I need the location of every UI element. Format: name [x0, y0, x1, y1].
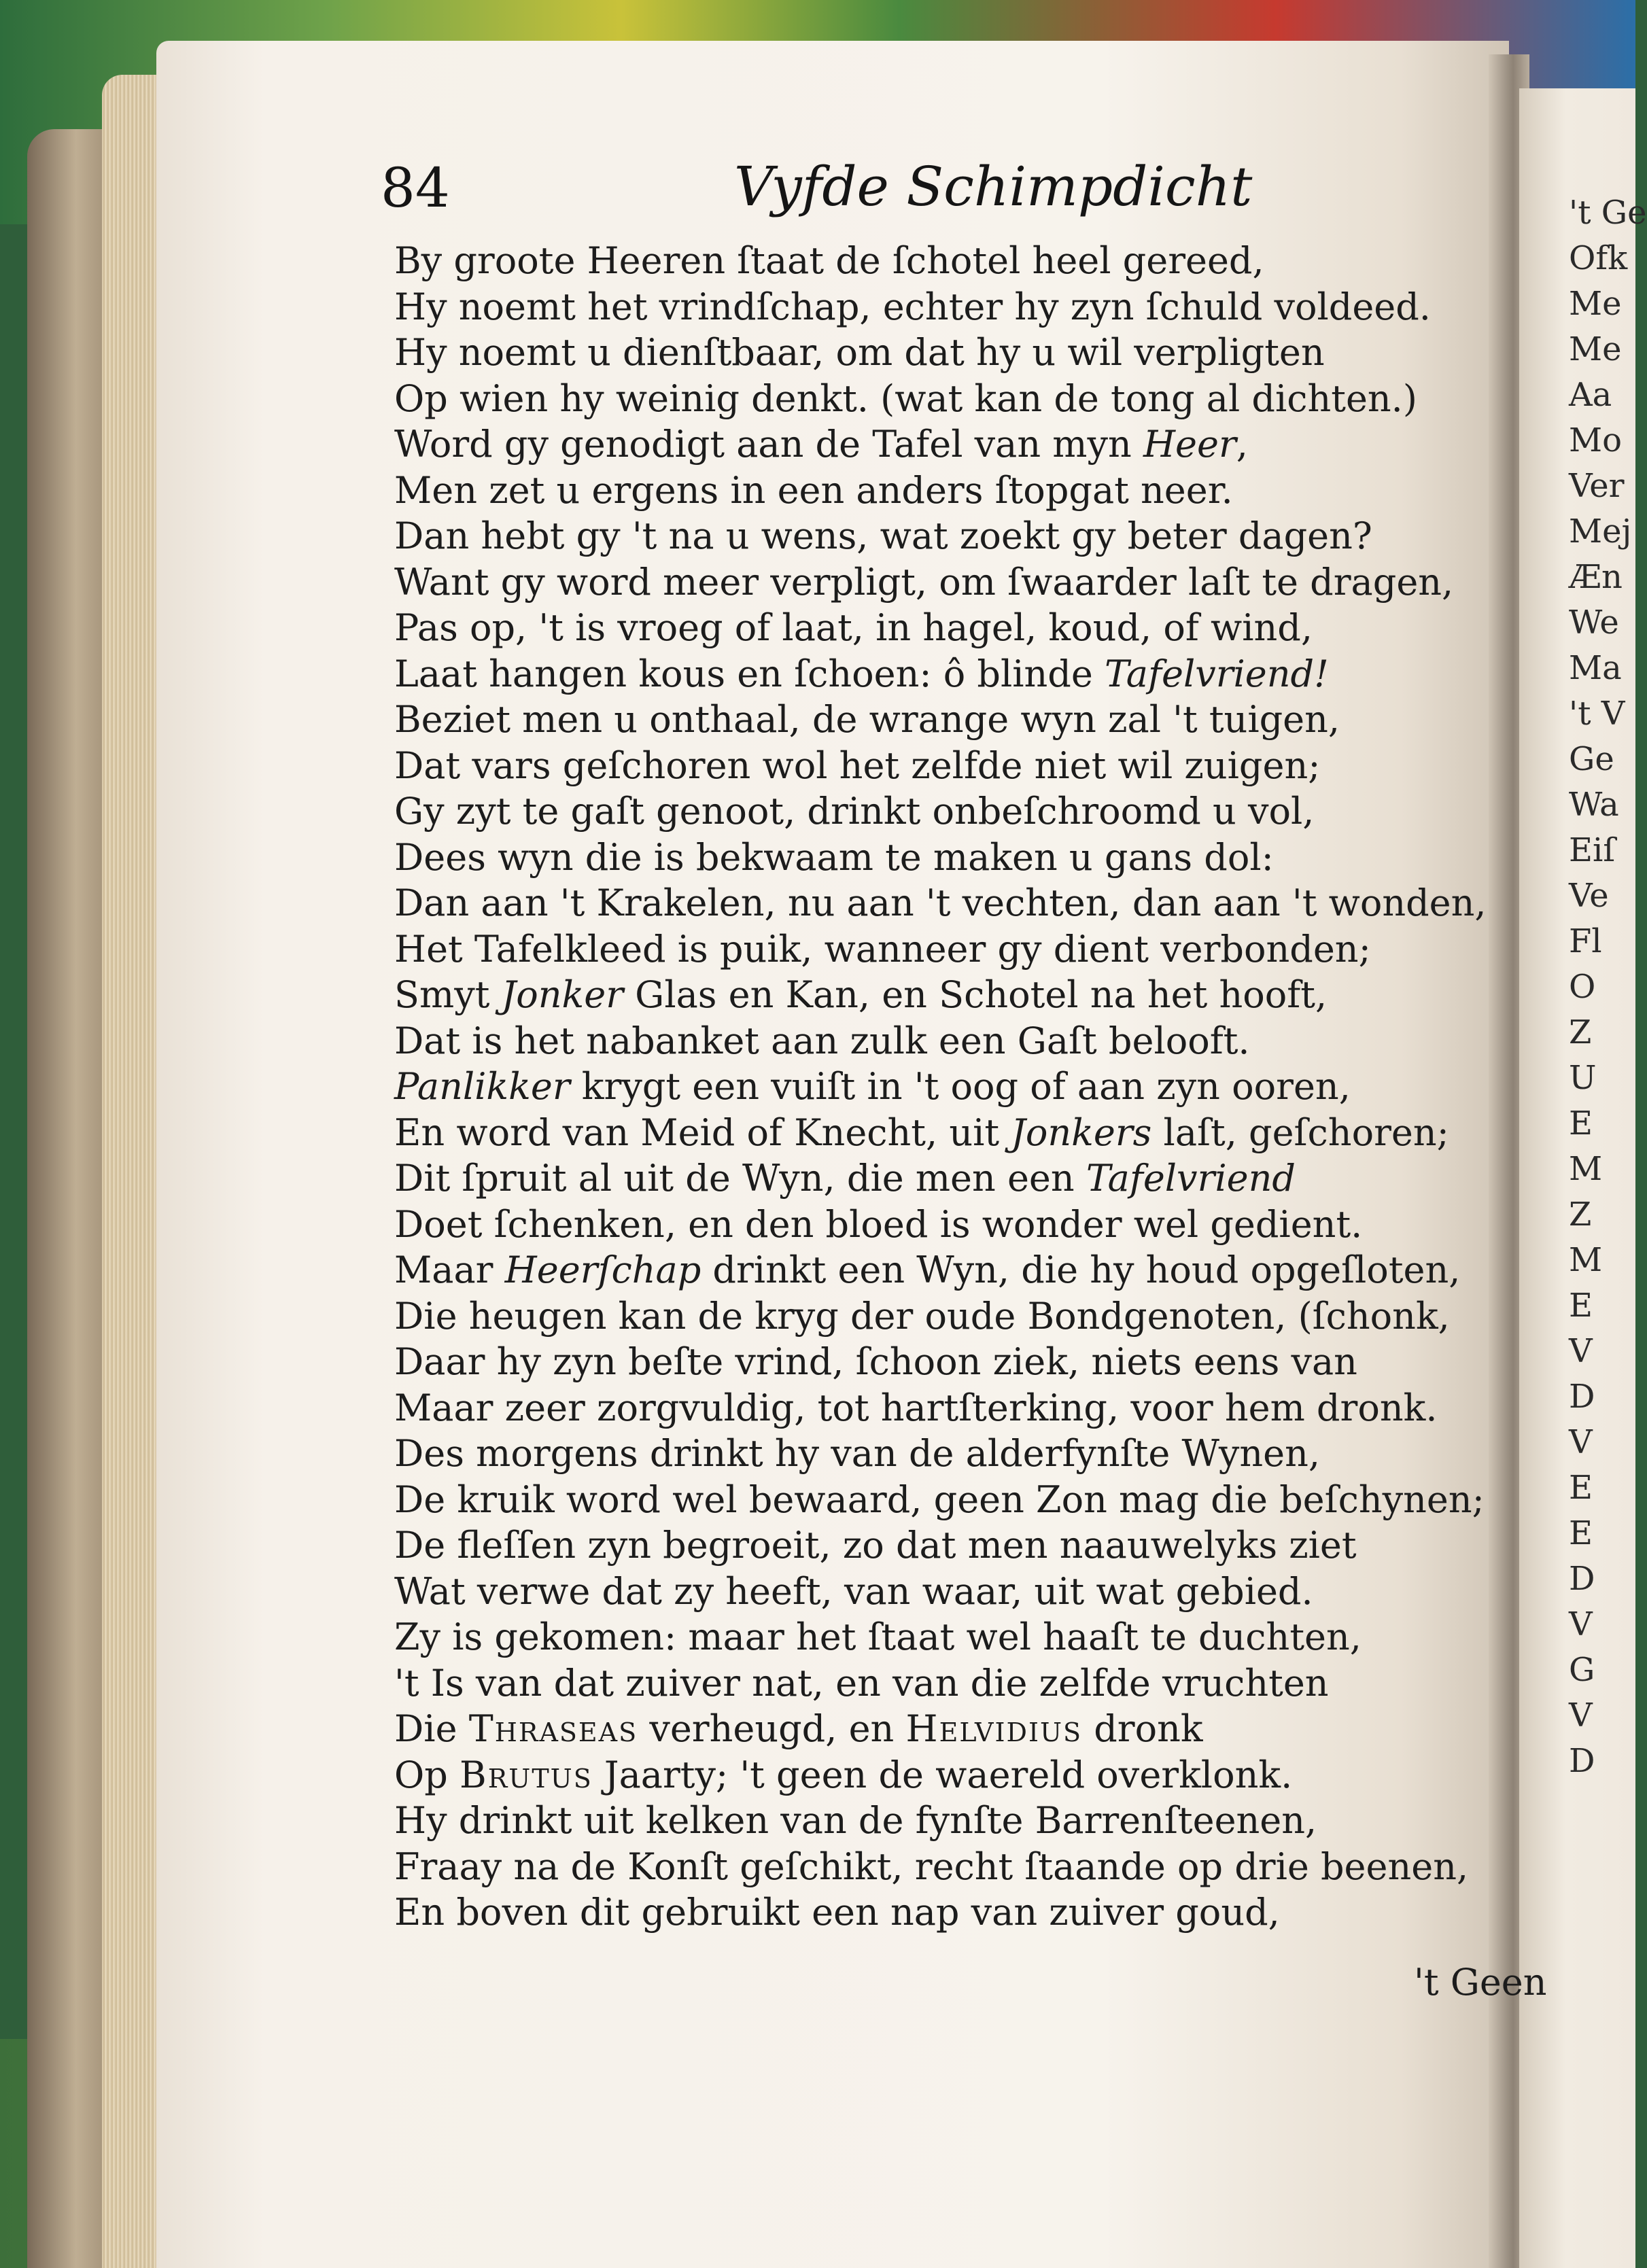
poem-line: [394, 1155, 1495, 1202]
facing-line-fragment: Z: [1569, 1013, 1592, 1051]
poem-line: Hy noemt u dienſtbaar, om dat hy u wil verpligten: [394, 331, 1325, 374]
facing-line-fragment: Eiſ: [1569, 831, 1616, 869]
poem-line: En boven dit gebruikt een nap van zuiver goud,: [394, 1891, 1280, 1934]
poem-line: Pas op, 't is vroeg of laat, in hagel, koud, of wind,: [394, 606, 1313, 649]
poem-line: Dees wyn die is bekwaam te maken u gans dol:: [394, 835, 1274, 879]
poem-line: [394, 421, 1495, 468]
poem-line: Daar hy zyn beſte vrind, ſchoon ziek, niets eens van: [394, 1340, 1357, 1383]
poem-line: [394, 972, 1495, 1018]
poem-line: Op wien hy weinig denkt. (wat kan de tong al dichten.): [394, 377, 1417, 420]
facing-line-fragment: Me: [1569, 285, 1622, 323]
poem-line: Doet ſchenken, en den bloed is wonder wel gedient.: [394, 1202, 1363, 1246]
poem-line: By groote Heeren ſtaat de ſchotel heel gereed,: [394, 239, 1264, 282]
italic-run: Jonker: [501, 973, 624, 1016]
italic-run: Panlikker: [394, 1065, 570, 1108]
poem-line: Maar zeer zorgvuldig, tot hartſterking, voor hem dronk.: [394, 1386, 1438, 1429]
facing-line-fragment: Ve: [1569, 877, 1609, 915]
poem-line: 't Is van dat zuiver nat, en van die zelfde vruchten: [394, 1661, 1329, 1705]
facing-line-fragment: E: [1569, 1469, 1593, 1507]
text-run: Word gy genodigt aan de Tafel van myn: [394, 423, 1143, 466]
small-caps-name: Brutus: [460, 1753, 593, 1796]
poem-line: Want gy word meer verpligt, om ſwaarder laſt te dragen,: [394, 560, 1454, 604]
text-run: Op: [394, 1753, 460, 1796]
facing-line-fragment: O: [1569, 968, 1596, 1006]
facing-page-text: [1569, 190, 1647, 1784]
poem-line: Gy zyt te gaſt genoot, drinkt onbeſchroomd u vol,: [394, 790, 1315, 833]
small-caps-name: Helvidius: [905, 1707, 1083, 1750]
text-run: Maar: [394, 1249, 505, 1291]
poem-text: [394, 238, 1495, 1936]
facing-line-fragment: Ofk: [1569, 239, 1628, 277]
poem-line: [394, 1752, 1495, 1798]
small-caps-name: Thraseas: [468, 1707, 638, 1750]
facing-line-fragment: D: [1569, 1742, 1595, 1780]
facing-line-fragment: D: [1569, 1560, 1595, 1598]
facing-line-fragment: Mo: [1569, 421, 1623, 459]
facing-line-fragment: Ge: [1569, 740, 1614, 778]
poem-line: [394, 651, 1495, 697]
facing-line-fragment: V: [1569, 1423, 1593, 1461]
poem-line: Hy noemt het vrindſchap, echter hy zyn ſchuld voldeed.: [394, 285, 1431, 328]
facing-line-fragment: 't Ge: [1569, 194, 1647, 232]
facing-line-fragment: U: [1569, 1059, 1597, 1097]
facing-line-fragment: M: [1569, 1241, 1603, 1279]
poem-line: Beziet men u onthaal, de wrange wyn zal 't tuigen,: [394, 698, 1340, 741]
poem-line: Dan aan 't Krakelen, nu aan 't vechten, dan aan 't wonden,: [394, 882, 1487, 924]
facing-line-fragment: Z: [1569, 1196, 1592, 1234]
catchword: 't Geen: [1414, 1961, 1547, 2004]
poem-line: De kruik word wel bewaard, geen Zon mag die beſchynen;: [394, 1478, 1485, 1521]
italic-run: Heer: [1143, 423, 1236, 466]
facing-line-fragment: V: [1569, 1696, 1593, 1734]
facing-line-fragment: 't V: [1569, 695, 1625, 733]
poem-line: De fleſſen zyn begroeit, zo dat men naauwelyks ziet: [394, 1524, 1357, 1567]
facing-line-fragment: D: [1569, 1378, 1595, 1416]
page-number: 84: [381, 156, 450, 220]
facing-line-fragment: Fl: [1569, 922, 1602, 960]
italic-run: Tafelvriend: [1086, 1157, 1296, 1200]
text-run: Jaarty; 't geen de waereld overklonk.: [592, 1753, 1293, 1796]
text-run: drinkt een Wyn, die hy houd opgeſloten,: [701, 1249, 1461, 1291]
text-run: Glas en Kan, en Schotel na het hooft,: [623, 973, 1328, 1016]
facing-line-fragment: We: [1569, 604, 1619, 642]
text-run: laſt, geſchoren;: [1151, 1111, 1449, 1154]
text-run: Laat hangen kous en ſchoen: ô blinde: [394, 652, 1105, 695]
poem-line: Des morgens drinkt hy van de alderfynſte Wynen,: [394, 1432, 1321, 1475]
text-run: verheugd, en: [638, 1707, 906, 1750]
poem-line: Dat vars geſchoren wol het zelfde niet wil zuigen;: [394, 744, 1321, 787]
text-run: En word van Meid of Knecht, uit: [394, 1111, 1011, 1154]
running-title: Vyfde Schimpdicht: [734, 155, 1253, 218]
poem-line: Hy drinkt uit kelken van de fynſte Barrenſteenen,: [394, 1799, 1317, 1842]
poem-line: Fraay na de Konſt geſchikt, recht ſtaande op drie beenen,: [394, 1845, 1469, 1888]
facing-line-fragment: M: [1569, 1150, 1603, 1188]
poem-line: Men zet u ergens in een anders ſtopgat neer.: [394, 468, 1233, 512]
facing-line-fragment: E: [1569, 1104, 1593, 1142]
poem-line: [394, 1110, 1495, 1156]
facing-line-fragment: V: [1569, 1605, 1593, 1643]
text-run: ,: [1236, 423, 1248, 466]
poem-line: Wat verwe dat zy heeft, van waar, uit wat gebied.: [394, 1569, 1313, 1613]
facing-line-fragment: E: [1569, 1514, 1593, 1552]
text-run: Dit ſpruit al uit de Wyn, die men een: [394, 1157, 1086, 1200]
facing-line-fragment: Me: [1569, 330, 1622, 368]
text-run: Die: [394, 1707, 469, 1750]
facing-line-fragment: V: [1569, 1332, 1593, 1370]
facing-line-fragment: Mej: [1569, 512, 1632, 551]
facing-line-fragment: Aa: [1569, 376, 1612, 414]
text-run: krygt een vuiſt in 't oog of aan zyn ooren,: [570, 1065, 1351, 1108]
poem-line: [394, 1247, 1495, 1293]
facing-line-fragment: Ver: [1569, 467, 1625, 505]
poem-line: Zy is gekomen: maar het ſtaat wel haaſt te duchten,: [394, 1616, 1362, 1658]
text-run: dronk: [1082, 1707, 1203, 1750]
poem-line: [394, 1064, 1495, 1110]
italic-run: Jonkers: [1011, 1111, 1152, 1154]
poem-line: Het Tafelkleed is puik, wanneer gy dient verbonden;: [394, 927, 1371, 971]
facing-line-fragment: Æn: [1569, 558, 1623, 596]
poem-line: Dat is het nabanket aan zulk een Gaſt belooft.: [394, 1019, 1250, 1062]
facing-line-fragment: Ma: [1569, 649, 1622, 687]
poem-line: [394, 1706, 1495, 1752]
italic-run: Heerſchap: [504, 1249, 701, 1291]
poem-line: Die heugen kan de kryg der oude Bondgenoten, (ſchonk,: [394, 1294, 1450, 1338]
facing-line-fragment: E: [1569, 1287, 1593, 1325]
facing-line-fragment: Wa: [1569, 786, 1619, 824]
italic-run: Tafelvriend!: [1104, 652, 1329, 695]
poem-line: Dan hebt gy 't na u wens, wat zoekt gy beter dagen?: [394, 514, 1372, 557]
facing-line-fragment: G: [1569, 1651, 1595, 1689]
text-run: Smyt: [394, 973, 502, 1016]
